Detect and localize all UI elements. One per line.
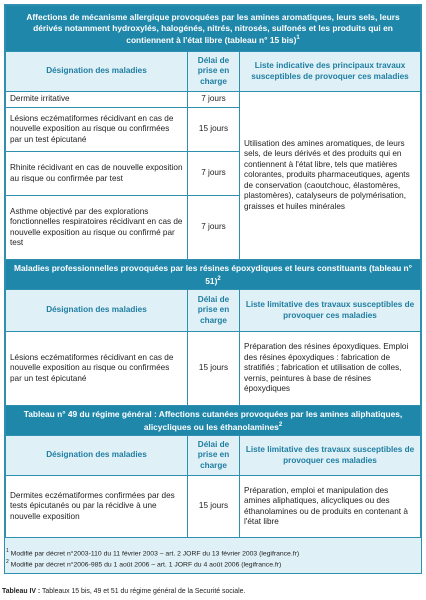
section1-header-disease: Désignation des maladies — [6, 52, 188, 92]
section1-header-delay: Délai de prise en charge — [188, 52, 240, 92]
tables-frame — [4, 4, 422, 574]
section3-header-delay: Délai de prise en charge — [188, 436, 240, 476]
section1-disease-4: Asthme objectivé par des explorations fonctionnelles respiratoires récidivant en cas de nouvelle exposition au risque ou confirmé par test — [6, 196, 188, 260]
figure-caption — [2, 588, 424, 595]
section2-delay: 15 jours — [188, 332, 240, 406]
section3-header-disease: Désignation des maladies — [6, 436, 188, 476]
section2-disease: Lésions eczématiformes récidivant en cas de nouvelle exposition au risque ou confirmées par un test épicutané — [6, 332, 188, 406]
section1-disease-1: Dermite irritative — [6, 92, 188, 108]
section3-header-works: Liste limitative des travaux susceptibles de provoquer ces maladies — [240, 436, 421, 476]
section1-delay-2: 15 jours — [188, 108, 240, 152]
footnotes — [6, 547, 422, 570]
section2-header-works: Liste limitative des travaux susceptibles de provoquer ces maladies — [240, 290, 421, 332]
section2-header-disease: Désignation des maladies — [6, 290, 188, 332]
section1-delay-3: 7 jours — [188, 152, 240, 196]
section3-disease: Dermites eczématiformes confirmées par des tests épicutanés ou par la récidive à une nouvelle exposition — [6, 476, 188, 538]
footnote-1: $^1$ Modifié par décret n°2003-110 du 11 février 2003 – art. 2 JORF du 13 février 2003 (legifrance.fr) — [6, 548, 300, 558]
caption-text: Tableaux 15 bis, 49 et 51 du régime général de la Securité sociale. — [41, 588, 246, 595]
occupational-disease-tables — [5, 5, 421, 538]
section1-disease-2: Lésions eczématiformes récidivant en cas de nouvelle exposition au risque ou confirmées par un test épicutané — [6, 108, 188, 152]
section1-delay-4: 7 jours — [188, 196, 240, 260]
section1-delay-1: 7 jours — [188, 92, 240, 108]
section1-title: Affections de mécanisme allergique provoquées par les amines aromatiques, leurs sels, leurs dérivés notamment hydroxylés, halogénés, nitrés, nitrosés, sulfonés et les produits qui en contiennent à l'état libre (tableau n° 15 bis)$^1$ — [6, 6, 421, 52]
caption-label: Tableau IV : — [2, 588, 41, 595]
footnote-2: $^2$ Modifié par décret n°2006-985 du 1 août 2006 – art. 1 JORF du 4 août 2006 (legifrance.fr) — [6, 559, 282, 569]
section2-title: Maladies professionnelles provoquées par les résines époxydiques et leurs constituants (tableau n° 51)$^2$ — [6, 260, 421, 290]
section1-disease-3: Rhinite récidivant en cas de nouvelle exposition au risque ou confirmée par test — [6, 152, 188, 196]
section2-works: Préparation des résines époxydiques. Emploi des résines époxydiques : fabrication de stratifiés ; fabrication et utilisation de colles, vernis, peintures à base de résines époxydiques — [240, 332, 421, 406]
section3-title: Tableau n° 49 du régime général : Affections cutanées provoquées par les amines aliphatiques, alicycliques ou les éthanolamines$^2$ — [6, 406, 421, 436]
section3-works: Préparation, emploi et manipulation des amines aliphatiques, alicycliques ou des éthanolamines ou de produits en contenant à l'état libre — [240, 476, 421, 538]
section2-header-delay: Délai de prise en charge — [188, 290, 240, 332]
section1-works: Utilisation des amines aromatiques, de leurs sels, de leurs dérivés et des produits qui en contiennent à l'état libre, tels que matières colorantes, produits pharmaceutiques, agents de conservation (caoutchouc, élastomères, plastomères), catalyseurs de polymérisation, graisses et huiles minérales — [240, 92, 421, 260]
section1-header-works: Liste indicative des principaux travaux susceptibles de provoquer ces maladies — [240, 52, 421, 92]
section3-delay: 15 jours — [188, 476, 240, 538]
